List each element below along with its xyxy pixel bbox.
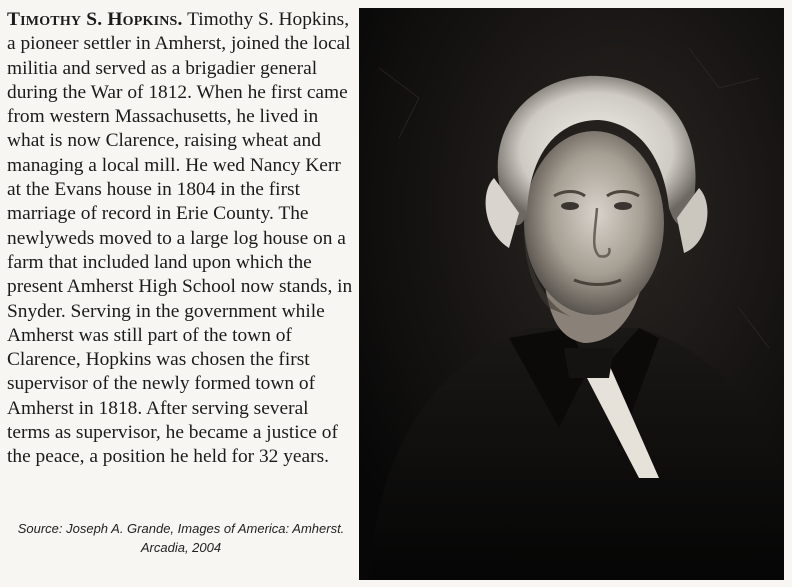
source-citation <box>8 519 354 557</box>
source-line-1: Source: Joseph A. Grande, Images of America: Amherst. <box>17 521 345 536</box>
subject-name: Timothy S. Hopkins. <box>7 9 183 30</box>
portrait-photo <box>359 8 784 580</box>
portrait-illustration <box>359 8 784 580</box>
biography-text: Timothy S. Hopkins, a pioneer settler in Amherst, joined the local militia and served as a brigadier general during the War of 1812. When he first came from western Massachusetts, he lived in what is now Clarence, raising wheat and managing a local mill. He wed Nancy Kerr at the Evans house in 1804 in the first marriage of record in Erie County. The newlyweds moved to a large log house on a farm that included land upon which the present Amherst High School now stands, in Snyder. Serving in the government while Amherst was still part of the town of Clarence, Hopkins was chosen the first supervisor of the newly formed town of Amherst in 1818. After serving several terms as supervisor, he became a justice of the peace, a position he held for 32 years. <box>7 9 353 468</box>
biography-paragraph <box>7 8 355 470</box>
source-line-2: Arcadia, 2004 <box>140 540 222 555</box>
